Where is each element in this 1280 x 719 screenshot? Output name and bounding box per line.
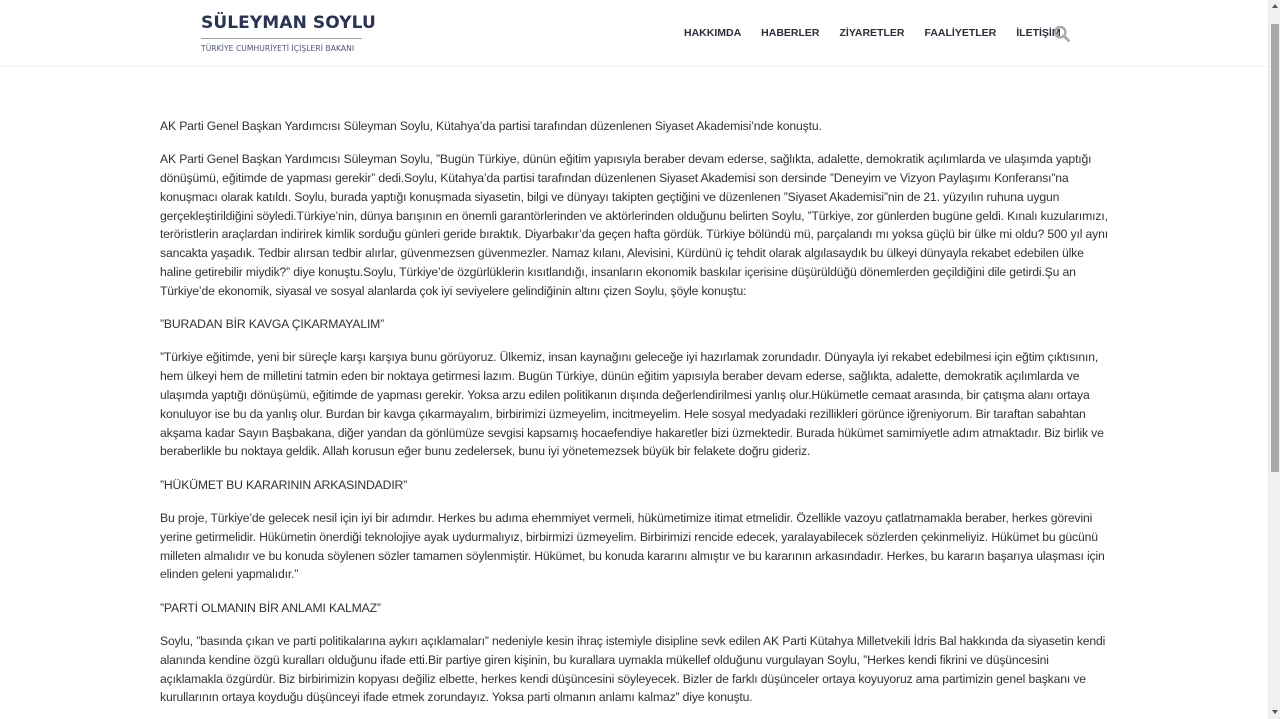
article-subheading: ”HÜKÜMET BU KARARININ ARKASINDADIR” xyxy=(160,477,408,492)
search-button[interactable] xyxy=(1053,25,1071,43)
article-paragraph: AK Parti Genel Başkan Yardımcısı Süleyman Soylu, ”Bugün Türkiye, dünün eğitim yapısıyla beraber devam ederse, sağlıkta, adalette, demokratik açılımlarda ve ulaşımda yaptığı dönüşümü, eğitimde de yapması gerekir” dedi.Soylu, Kütahya’da partisi tarafından düzenlenen Siyaset Akademisi son dersinde ”Deneyim ve Vizyon Paylaşımı Konferansı”na konuşmacı olarak katıldı. Soylu, burada yaptığı konuşmada siyasetin, bilgi ve dünyayı takipten geçtiğini ve düzenlenen ”Siyaset Akademisi”nin de 21. yüzyılın ruhuna uygun gerçekleştirildiğini söyledi.Türkiye’nin, dünya barışının en önemli garantörlerinden ve aktörlerinden olduğunu belirten Soylu, ”Türkiye, zor günlerden bugüne geldi. Kınalı kuzularımızı, teröristlerin araçlardan indirirek kimlik sorduğu günleri geride bıraktık. Diyarbakır’da geçen hafta gördük. Türkiye bölündü mü, parçalandı mı yoksa güçlü bir ülke mi oldu? 500 yıl aynı sancakta yaşadık. Tedbir alırsan tedbir alırlar, güvenmezsen güvenmezler. Namaz kılanı, Alevisini, Kürdünü iç tehdit olarak algılasaydık bu ülkeyi dünyayla rekabet edebilen ülke haline getirebilir miydik?” diye konuştu.Soylu, Türkiye’de özgürlüklerin kısıtlandığı, insanların ekonomik baskılar içerisine düşürüldüğü dönemlerden geçildiğini dile getirdi.Şu an Türkiye’de ekonomik, siyasal ve sosyal alanlarda çok iyi seviyelere gelindiğinin altını çizen Soylu, şöyle konuştu: xyxy=(160,152,1108,298)
article-content xyxy=(160,117,1110,719)
nav-item-ziyaretler[interactable]: ZİYARETLER xyxy=(839,27,905,39)
article-paragraph: Bu proje, Türkiye’de gelecek nesil için iyi bir adımdır. Herkes bu adıma ehemmiyet vermeli, hükümetimize itimat etmelidir. Özellikle vazoyu çatlatmamakla beraber, herkes görevini yerine getirmelidir. Hükümetin önerdiği teknolojiye ayak uydurmalıyız, birbirmizi üzmeyelim. Birbirimizi rencide edecek, yaralayabilecek sözlerden çekinmeliyiz. Hükümet bu gücünü milleten almalıdır ve bu konuda söylenen sözler tamamen söylenmiştir. Hükümet, bu konuda kararını almıştır ve bu kararının arkasındadır. Herkes, bu kararın başarıya ulaşması için elinden geleni yapmalıdır.” xyxy=(160,511,1105,582)
nav-item-hakkimda[interactable]: HAKKIMDA xyxy=(684,27,742,39)
article-subheading: ”PARTİ OLMANIN BİR ANLAMI KALMAZ” xyxy=(160,600,381,615)
nav-item-iletisim[interactable]: İLETİŞİM xyxy=(1016,27,1061,39)
site-logo[interactable] xyxy=(201,12,376,53)
article-subheading: ”BURADAN BİR KAVGA ÇIKARMAYALIM” xyxy=(160,317,385,332)
logo-divider xyxy=(201,38,362,39)
main-nav xyxy=(684,26,1081,40)
scrollbar-thumb[interactable] xyxy=(1271,24,1279,472)
scroll-up-arrow-icon[interactable] xyxy=(1272,4,1278,8)
search-icon xyxy=(1053,25,1071,43)
article-paragraph: Soylu, ”basında çıkan ve parti politikalarına aykırı açıklamaları” nedeniyle kesin ihraç istemiyle disipline sevk edilen AK Parti Kütahya Milletvekili İdris Bal hakkında da siyasetin kendi alanında kendine özgü kuralları olduğunu ifade etti.Bir partiye giren kişinin, bu kurallara uymakla mükellef olduğunu vurgulayan Soylu, ”Herkes kendi fikrini ve düşüncesini açıklamakla özgürdür. Biz birbirimizin kopyası değiliz elbette, herkes kendi düşüncesini söyleyecek. Bizler de farklı düşünceler ortaya koyuyoruz ama partimizin genel başkanı ve kurullarının ortaya koyduğu düşünceyi ifade etmek zorundayız. Yoksa parti olmanın anlamı kalmaz” diye konuştu. xyxy=(160,634,1106,705)
nav-item-haberler[interactable]: HABERLER xyxy=(761,27,820,39)
logo-subtitle: TÜRKİYE CUMHURİYETİ İÇİŞLERİ BAKANI xyxy=(201,44,355,53)
article-paragraph: ”Türkiye eğitimde, yeni bir süreçle karşı karşıya bunu görüyoruz. Ülkemiz, insan kaynağını geleceğe iyi hazırlamak zorundadır. Dünyayla iyi rekabet edebilmesi için eğtim çıktısının, hem ülkeyi hem de milletini tatmin eden bir noktaya getirmesi lazım. Bugün Türkiye, dünün eğitim yapısıyla beraber devam ederse, sağlıkta, adalette, demokratik açılımlarda ve ulaşımda yaptığı dönüşümü, eğitimde de yapması gerekir. Yoksa arzu edilen politikanın dışında değerlendirilmesi yanlış olur.Hükümetle cemaat arasında, bir çatışma alanı ortaya konuluyor ise bu da yanlış olur. Burdan bir kavga çıkarmayalım, birbirimizi üzmeyelim, incitmeyelim. Hele sosyal medyadaki rezillikleri görünce iğreniyorum. Bir taraftan sabahtan akşama kadar Sayın Başbakana, diğer yandan da gönlümüze sevgisi kapsamış hocaefendiye hakaretler bizi üzmektedir. Burada hükümet samimiyetle adım atmaktadır. Biz birlik ve beraberlikle bu noktaya geldik. Allah korusun eğer bunu zedelersek, bunu iyi yönetemezsek büyük bir felakete doğru gideriz. xyxy=(160,350,1104,459)
scroll-down-arrow-icon[interactable] xyxy=(1272,710,1278,714)
article-lead: AK Parti Genel Başkan Yardımcısı Süleyman Soylu, Kütahya’da partisi tarafından düzenlenen Siyaset Akademisi’nde konuştu. xyxy=(160,119,822,133)
site-header xyxy=(0,0,1268,67)
logo-title: SÜLEYMAN SOYLU xyxy=(201,13,376,33)
vertical-scrollbar[interactable] xyxy=(1268,0,1280,719)
nav-item-faaliyetler[interactable]: FAALİYETLER xyxy=(924,27,997,39)
